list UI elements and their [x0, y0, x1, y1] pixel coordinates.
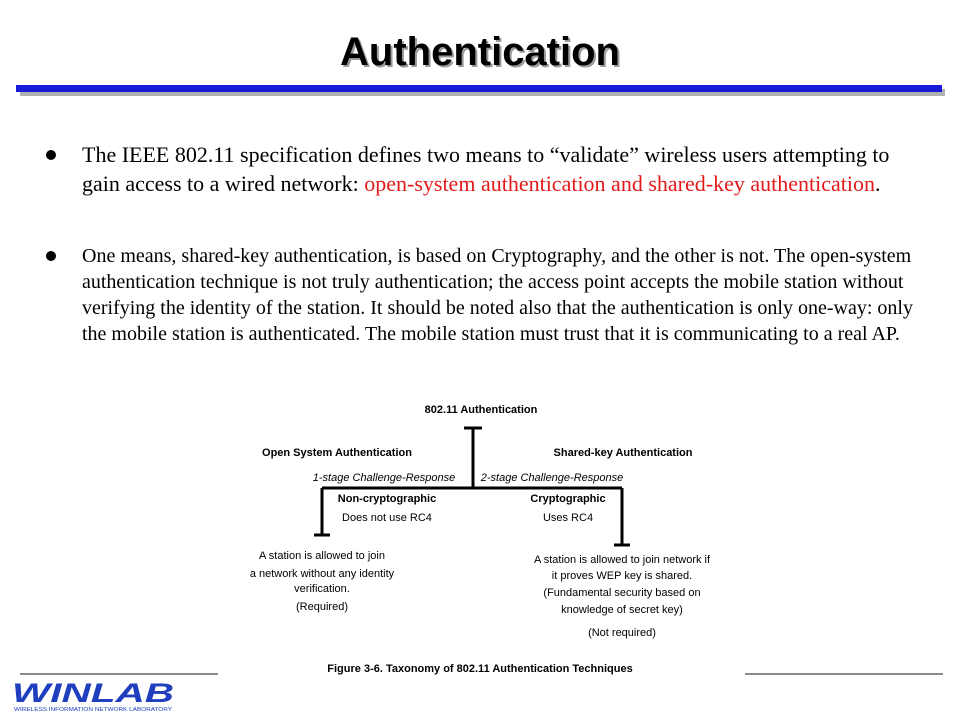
slide-title: Authentication — [340, 30, 620, 74]
left-stage: 1-stage Challenge-Response — [312, 472, 456, 484]
right-required: (Not required) — [588, 627, 656, 639]
left-type: Non-cryptographic — [337, 493, 437, 505]
left-title: Open System Authentication — [262, 447, 412, 459]
right-desc-3: (Fundamental security based on — [543, 587, 701, 599]
right-sub: Uses RC4 — [542, 512, 594, 524]
left-sub: Does not use RC4 — [342, 512, 432, 524]
left-desc-1: A station is allowed to join — [259, 550, 385, 562]
winlab-logo-text: WINLAB — [12, 678, 174, 708]
winlab-logo-subtitle: WIRELESS INFORMATION NETWORK LABORATORY — [14, 707, 173, 713]
right-type: Cryptographic — [530, 493, 606, 505]
left-required: (Required) — [296, 601, 348, 613]
right-desc-1: A station is allowed to join network if — [533, 554, 711, 566]
left-desc-3: verification. — [294, 583, 350, 595]
left-desc-2: a network without any identity — [249, 568, 395, 580]
figure-caption: Figure 3-6. Taxonomy of 802.11 Authentication Techniques — [327, 663, 633, 675]
right-title: Shared-key Authentication — [553, 447, 693, 459]
diagram-root-label: 802.11 Authentication — [424, 404, 538, 416]
right-desc-4: knowledge of secret key) — [561, 604, 683, 616]
right-desc-2: it proves WEP key is shared. — [551, 570, 693, 582]
bullet-1-red: open-system authentication and shared-key authentication — [364, 171, 875, 196]
bullet-1-black: The IEEE 802.11 specification defines two means to “validate” wireless users attempting to gain access to a wired network: — [82, 142, 890, 196]
bullet-1-end: . — [874, 171, 881, 196]
right-stage: 2-stage Challenge-Response — [480, 472, 624, 484]
bullet-2-text: One means, shared-key authentication, is based on Cryptography, and the other is not. The open-system authentication technique is not truly authentication; the access point accepts the mobile station without verifying the identity of the station. It should be noted also that the authentication is only one-way: only the mobile station is authenticated. The mobile station must trust that it is communicating to a real AP. — [82, 245, 913, 345]
winlab-logo — [10, 678, 185, 714]
